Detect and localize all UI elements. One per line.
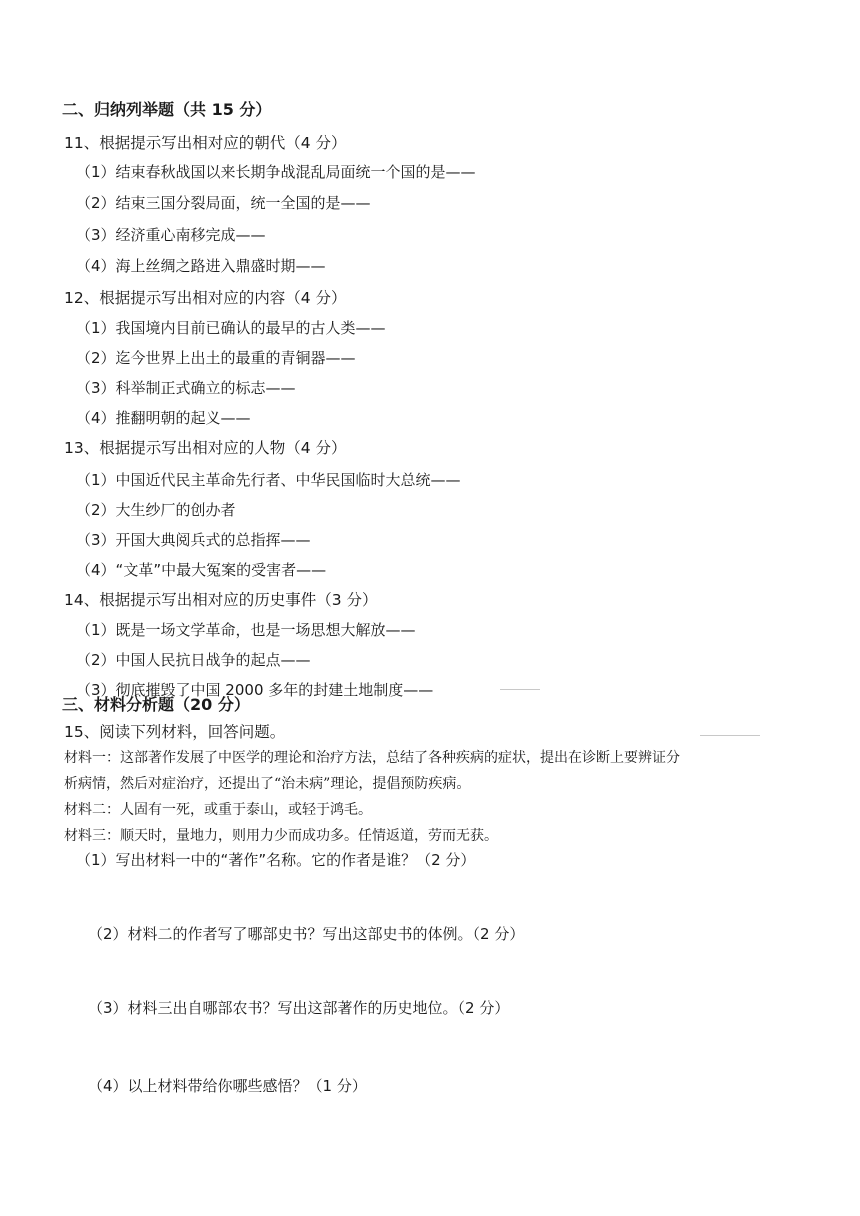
question-item: （4）以上材料带给你哪些感悟？（1 分） <box>88 1077 367 1095</box>
material-text: 材料一：这部著作发展了中医学的理论和治疗方法，总结了各种疾病的症状，提出在诊断上要辨证分 <box>64 750 680 766</box>
question-item: （2）迄今世界上出土的最重的青铜器—— <box>76 349 356 367</box>
material-text: 材料三：顺天时，量地力，则用力少而成功多。任情返道，劳而无获。 <box>64 828 498 844</box>
question-title: 15、阅读下列材料，回答问题。 <box>64 723 286 741</box>
question-item: （3）开国大典阅兵式的总指挥—— <box>76 531 311 549</box>
scan-mark <box>500 689 540 690</box>
question-item: （1）写出材料一中的“著作”名称。它的作者是谁？（2 分） <box>76 851 476 869</box>
question-item: （3）科举制正式确立的标志—— <box>76 379 296 397</box>
question-item: （1）中国近代民主革命先行者、中华民国临时大总统—— <box>76 471 461 489</box>
question-item: （3）材料三出自哪部农书？写出这部著作的历史地位。（2 分） <box>88 999 510 1017</box>
question-title: 13、根据提示写出相对应的人物（4 分） <box>64 439 347 457</box>
question-item: （2）大生纱厂的创办者 <box>76 501 236 519</box>
question-item: （3）经济重心南移完成—— <box>76 226 266 244</box>
question-item: （1）结束春秋战国以来长期争战混乱局面统一个国的是—— <box>76 163 476 181</box>
material-text: 材料二：人固有一死，或重于泰山，或轻于鸿毛。 <box>64 802 372 818</box>
question-title: 11、根据提示写出相对应的朝代（4 分） <box>64 134 347 152</box>
question-item: （1）既是一场文学革命，也是一场思想大解放—— <box>76 621 416 639</box>
section-title: 二、归纳列举题（共 15 分） <box>62 100 272 119</box>
question-item: （2）材料二的作者写了哪部史书？写出这部史书的体例。（2 分） <box>88 925 525 943</box>
question-item: （4）海上丝绸之路进入鼎盛时期—— <box>76 257 326 275</box>
material-text: 析病情，然后对症治疗，还提出了“治未病”理论，提倡预防疾病。 <box>64 776 471 792</box>
question-title: 12、根据提示写出相对应的内容（4 分） <box>64 289 347 307</box>
question-title: 14、根据提示写出相对应的历史事件（3 分） <box>64 591 378 609</box>
scan-mark <box>700 735 760 736</box>
section-title: 三、材料分析题（20 分） <box>62 695 250 714</box>
question-item: （2）结束三国分裂局面，统一全国的是—— <box>76 194 371 212</box>
question-item: （1）我国境内目前已确认的最早的古人类—— <box>76 319 386 337</box>
question-item: （4）“文革”中最大冤案的受害者—— <box>76 561 327 579</box>
question-item: （3）彻底摧毁了中国 2000 多年的封建土地制度—— <box>76 681 434 699</box>
question-item: （2）中国人民抗日战争的起点—— <box>76 651 311 669</box>
question-item: （4）推翻明朝的起义—— <box>76 409 251 427</box>
